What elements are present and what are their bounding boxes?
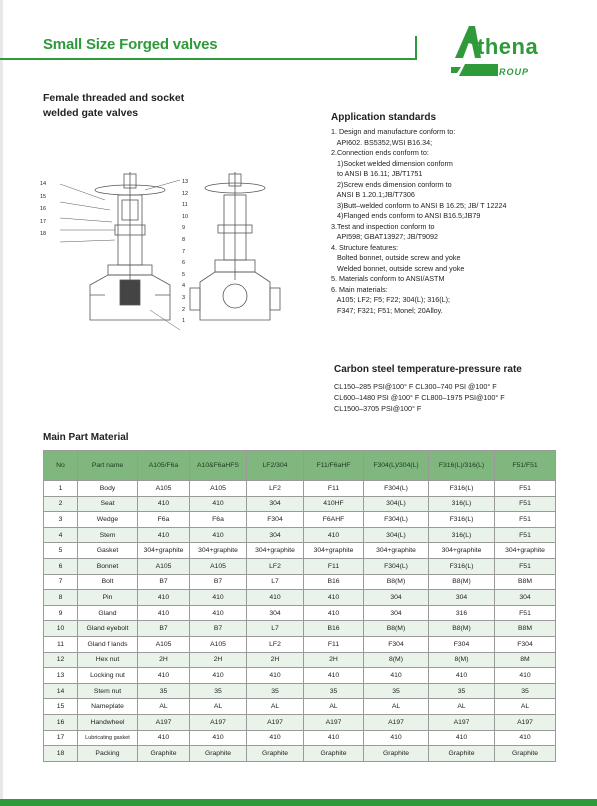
application-standard-line: API598; GBAT13927; JB/T9092 [331, 232, 438, 241]
table-cell: 12 [44, 652, 78, 668]
table-cell: Graphite [495, 746, 556, 762]
table-cell: A105 [190, 481, 247, 497]
table-cell: 304(L) [364, 496, 429, 512]
table-cell: 16 [44, 714, 78, 730]
callout-label: 13 [182, 179, 189, 185]
callout-label: 15 [40, 193, 47, 200]
table-cell: 8(M) [429, 652, 495, 668]
table-row [44, 668, 556, 684]
table-cell: B16 [304, 621, 364, 637]
callout-label: 6 [182, 260, 186, 267]
table-cell: F11 [304, 636, 364, 652]
application-standards-heading: Application standards [331, 112, 437, 123]
table-cell: Locking nut [78, 668, 138, 684]
table-cell: A105 [138, 636, 190, 652]
pressure-rate-line: CL150–285 PSI@100° F CL300–740 PSI @100° F [334, 382, 497, 391]
application-standard-line: Welded bonnet, outside screw and yoke [331, 263, 465, 273]
table-cell: A197 [495, 714, 556, 730]
table-cell: 18 [44, 746, 78, 762]
table-cell: F51 [495, 605, 556, 621]
table-cell: Nameplate [78, 699, 138, 715]
table-cell: 304+graphite [364, 543, 429, 559]
table-cell: 410 [138, 605, 190, 621]
table-cell: F51 [495, 512, 556, 528]
table-cell: Wedge [78, 512, 138, 528]
column-header: A10&F6aHFS [190, 451, 247, 481]
table-cell: 410 [429, 668, 495, 684]
table-cell: Stem nut [78, 683, 138, 699]
application-standard-line: to ANSI B 16.11; JB/T1751 [331, 169, 423, 178]
table-cell: 316(L) [429, 527, 495, 543]
table-cell: Graphite [364, 746, 429, 762]
table-cell: F316(L) [429, 558, 495, 574]
table-cell: 410 [495, 668, 556, 684]
table-cell: AL [364, 699, 429, 715]
table-cell: 304 [247, 605, 304, 621]
table-cell: 304+graphite [138, 543, 190, 559]
table-cell: B8(M) [364, 574, 429, 590]
table-cell: F6a [190, 512, 247, 528]
valve-section-view [90, 172, 170, 320]
callout-label: 9 [182, 225, 186, 232]
column-header: F304(L)/304(L) [364, 451, 429, 481]
table-cell: F6AHF [304, 512, 364, 528]
table-cell: 316 [429, 605, 495, 621]
callout-label: 11 [182, 202, 188, 209]
table-cell: 2H [190, 652, 247, 668]
table-cell: 304(L) [364, 527, 429, 543]
table-cell: Bolt [78, 574, 138, 590]
table-cell: 13 [44, 668, 78, 684]
table-row [44, 574, 556, 590]
callout-label: 16 [40, 206, 47, 212]
application-standard-line: 4)Flanged ends conform to ANSI B16.5;JB79 [331, 211, 481, 220]
header-rule-corner [415, 36, 417, 60]
table-cell: A105 [138, 558, 190, 574]
table-cell: A197 [247, 714, 304, 730]
table-cell: 410 [190, 605, 247, 621]
table-cell: 316(L) [429, 496, 495, 512]
table-cell: 35 [364, 683, 429, 699]
table-cell: 410 [304, 605, 364, 621]
table-cell: B7 [138, 621, 190, 637]
table-cell: L7 [247, 621, 304, 637]
table-cell: 410 [304, 527, 364, 543]
table-row [44, 527, 556, 543]
table-cell: 11 [44, 636, 78, 652]
table-cell: Pin [78, 590, 138, 606]
pressure-rate-heading: Carbon steel temperature-pressure rate [334, 364, 522, 375]
table-cell: 410 [138, 730, 190, 746]
table-cell: 410 [495, 730, 556, 746]
table-cell: B16 [304, 574, 364, 590]
table-row [44, 496, 556, 512]
table-cell: AL [138, 699, 190, 715]
table-cell: 304 [364, 605, 429, 621]
table-cell: 2H [138, 652, 190, 668]
table-cell: 410 [190, 668, 247, 684]
table-cell: 304+graphite [495, 543, 556, 559]
table-cell: F51 [495, 558, 556, 574]
table-cell: AL [247, 699, 304, 715]
application-standard-line: 1. Design and manufacture conform to: [331, 127, 456, 136]
table-cell: F51 [495, 496, 556, 512]
table-cell: AL [304, 699, 364, 715]
table-cell: 8M [495, 652, 556, 668]
table-cell: 304+graphite [429, 543, 495, 559]
table-cell: Packing [78, 746, 138, 762]
table-cell: 410 [364, 668, 429, 684]
table-cell: Gasket [78, 543, 138, 559]
table-cell: A197 [190, 714, 247, 730]
table-cell: 8 [44, 590, 78, 606]
drawing-callouts-right [182, 177, 188, 328]
table-cell: L7 [247, 574, 304, 590]
table-cell: B7 [190, 574, 247, 590]
application-standard-line: 6. Main materials: [331, 284, 388, 294]
pressure-rate-line: CL1500–3705 PSI@100° F [334, 404, 422, 413]
table-cell: 35 [247, 683, 304, 699]
table-cell: Body [78, 481, 138, 497]
table-cell: 410 [429, 730, 495, 746]
table-cell: Graphite [190, 746, 247, 762]
callout-label: 3 [182, 294, 186, 301]
table-cell: LF2 [247, 636, 304, 652]
column-header: F316(L)/316(L) [429, 451, 495, 481]
table-cell: B8(M) [429, 621, 495, 637]
table-cell: 304 [247, 496, 304, 512]
subtitle-line-1: Female threaded and socket [43, 92, 185, 104]
table-cell: Gland f lands [78, 636, 138, 652]
callout-label: 2 [182, 306, 186, 313]
column-header: F51/F51 [495, 451, 556, 481]
table-cell: 4 [44, 527, 78, 543]
table-cell: 35 [429, 683, 495, 699]
main-part-material-table [43, 450, 556, 762]
table-cell: B8(M) [429, 574, 495, 590]
table-cell: 35 [190, 683, 247, 699]
table-cell: 1 [44, 481, 78, 497]
table-cell: Gland eyebolt [78, 621, 138, 637]
application-standard-line: 3.Test and inspection conform to [331, 221, 435, 231]
column-header: Part name [78, 451, 138, 481]
callout-label: 8 [182, 236, 186, 243]
table-cell: Lubricating gasket [78, 730, 138, 746]
column-header: F11/F6aHF [304, 451, 364, 481]
table-cell: A105 [138, 481, 190, 497]
table-cell: B8(M) [364, 621, 429, 637]
table-cell: 410 [138, 527, 190, 543]
application-standards-list [331, 127, 581, 316]
table-cell: 35 [495, 683, 556, 699]
table-cell: A197 [304, 714, 364, 730]
table-cell: 410 [190, 527, 247, 543]
table-cell: 17 [44, 730, 78, 746]
logo-wordmark: thena [477, 34, 539, 59]
column-header: A105/F6a [138, 451, 190, 481]
table-row [44, 683, 556, 699]
table-cell: 35 [304, 683, 364, 699]
table-cell: LF2 [247, 558, 304, 574]
table-cell: Hex nut [78, 652, 138, 668]
callout-label: 7 [182, 248, 186, 255]
table-cell: Stem [78, 527, 138, 543]
table-cell: 410 [138, 668, 190, 684]
table-cell: 410HF [304, 496, 364, 512]
table-cell: 410 [304, 590, 364, 606]
table-row [44, 699, 556, 715]
table-cell: 410 [304, 668, 364, 684]
table-cell: F304(L) [364, 512, 429, 528]
table-cell: Graphite [304, 746, 364, 762]
table-cell: 410 [138, 590, 190, 606]
application-standard-line: 3)Butt–welded conform to ANSI B 16.25; JB/ T 12224 [331, 200, 507, 210]
callout-label: 14 [40, 181, 47, 187]
table-cell: B7 [190, 621, 247, 637]
table-row [44, 730, 556, 746]
table-cell: F304 [495, 636, 556, 652]
table-cell: Graphite [138, 746, 190, 762]
page-title: Small Size Forged valves [43, 36, 218, 53]
table-cell: A105 [190, 636, 247, 652]
table-cell: 410 [190, 496, 247, 512]
table-header-row [44, 451, 556, 481]
table-cell: F11 [304, 558, 364, 574]
callout-label: 1 [182, 318, 186, 325]
table-cell: AL [429, 699, 495, 715]
table-cell: B8M [495, 621, 556, 637]
table-cell: Bonnet [78, 558, 138, 574]
table-cell: 7 [44, 574, 78, 590]
table-cell: 410 [190, 730, 247, 746]
table-cell: 410 [138, 496, 190, 512]
table-cell: 2H [304, 652, 364, 668]
table-cell: 8(M) [364, 652, 429, 668]
table-cell: B7 [138, 574, 190, 590]
pressure-rate-line: CL600–1480 PSI @100° F CL800–1975 PSI@100° F [334, 393, 505, 402]
pressure-rate-list [334, 381, 505, 414]
table-cell: Graphite [429, 746, 495, 762]
table-cell: F304(L) [364, 558, 429, 574]
application-standard-line: F347; F321; F51; Monel; 20Alloy. [331, 305, 443, 315]
application-standard-line: 1)Socket welded dimension conform [331, 158, 453, 168]
callout-label: 12 [182, 190, 189, 197]
page-edge [0, 0, 3, 806]
table-row [44, 590, 556, 606]
application-standard-line: 4. Structure features: [331, 242, 399, 252]
table-cell: F51 [495, 527, 556, 543]
product-subtitle [43, 91, 263, 121]
table-cell: 410 [364, 730, 429, 746]
valve-drawing [60, 170, 300, 350]
table-cell: LF2 [247, 481, 304, 497]
table-cell: 2H [247, 652, 304, 668]
table-cell: 304 [247, 527, 304, 543]
table-cell: 5 [44, 543, 78, 559]
application-standard-line: 2.Connection ends conform to: [331, 148, 429, 157]
application-standard-line: A105; LF2; F5; F22; 304(L); 316(L); [331, 295, 451, 304]
table-row [44, 605, 556, 621]
table-cell: 9 [44, 605, 78, 621]
table-cell: F316(L) [429, 481, 495, 497]
subtitle-line-2: welded gate valves [43, 107, 139, 119]
table-cell: 304+graphite [304, 543, 364, 559]
table-row [44, 714, 556, 730]
table-row [44, 746, 556, 762]
table-cell: Graphite [247, 746, 304, 762]
table-row [44, 636, 556, 652]
application-standard-line: API602. BS5352,WSI B16.34; [331, 137, 433, 147]
table-cell: B8M [495, 574, 556, 590]
table-cell: 6 [44, 558, 78, 574]
table-cell: 304 [364, 590, 429, 606]
application-standard-line: 5. Materials conform to ANSI/ASTM [331, 274, 445, 283]
table-cell: F304(L) [364, 481, 429, 497]
table-cell: 304 [495, 590, 556, 606]
table-cell: 304+graphite [247, 543, 304, 559]
callout-label: 4 [182, 283, 186, 290]
table-cell: 410 [304, 730, 364, 746]
table-cell: 410 [190, 590, 247, 606]
table-cell: F316(L) [429, 512, 495, 528]
footer-bar [0, 799, 597, 806]
table-row [44, 543, 556, 559]
valve-exterior-view [190, 172, 280, 320]
table-cell: 2 [44, 496, 78, 512]
table-cell: A105 [190, 558, 247, 574]
callout-label: 10 [182, 213, 189, 220]
application-standard-line: ANSI B 1.20.1;JB/T7306 [331, 190, 415, 199]
table-cell: AL [190, 699, 247, 715]
column-header: No [44, 451, 78, 481]
table-cell: Handwheel [78, 714, 138, 730]
table-cell: F51 [495, 481, 556, 497]
table-cell: A197 [364, 714, 429, 730]
table-cell: 35 [138, 683, 190, 699]
table-cell: F304 [429, 636, 495, 652]
header-rule [0, 58, 415, 60]
drawing-callouts-left [40, 178, 46, 241]
table-cell: 15 [44, 699, 78, 715]
callout-label: 18 [40, 231, 47, 237]
table-cell: A197 [138, 714, 190, 730]
callout-label: 5 [182, 271, 186, 278]
table-cell: 304+graphite [190, 543, 247, 559]
table-cell: 410 [247, 590, 304, 606]
application-standard-line: 2)Screw ends dimension conform to [331, 179, 452, 189]
logo-group-text: ROUP [499, 67, 530, 77]
application-standard-line: Bolted bonnet, outside screw and yoke [331, 253, 461, 262]
table-cell: F11 [304, 481, 364, 497]
table-cell: 410 [247, 668, 304, 684]
table-cell: Seat [78, 496, 138, 512]
table-cell: F6a [138, 512, 190, 528]
table-row [44, 558, 556, 574]
table-cell: A197 [429, 714, 495, 730]
table-row [44, 621, 556, 637]
table-cell: 304 [429, 590, 495, 606]
table-cell: AL [495, 699, 556, 715]
table-cell: Gland [78, 605, 138, 621]
table-cell: F304 [247, 512, 304, 528]
table-cell: 10 [44, 621, 78, 637]
main-part-material-heading: Main Part Material [43, 432, 129, 443]
table-row [44, 512, 556, 528]
table-row [44, 481, 556, 497]
table-cell: 14 [44, 683, 78, 699]
column-header: LF2/304 [247, 451, 304, 481]
table-cell: 410 [247, 730, 304, 746]
table-row [44, 652, 556, 668]
table-cell: 3 [44, 512, 78, 528]
callout-label: 17 [40, 218, 47, 225]
table-cell: F304 [364, 636, 429, 652]
